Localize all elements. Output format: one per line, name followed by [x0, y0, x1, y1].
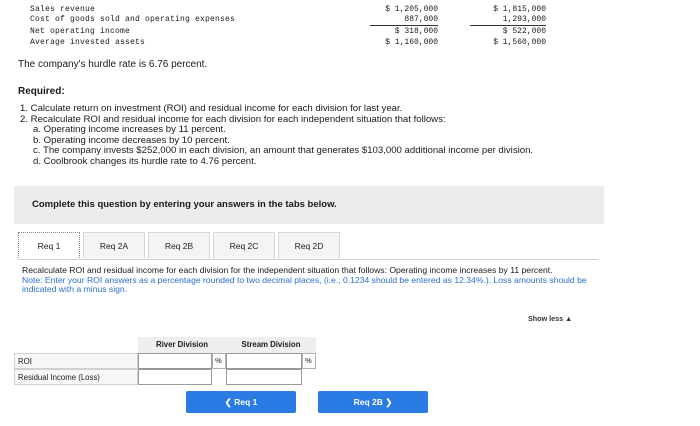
hurdle-rate-text: The company's hurdle rate is 6.76 percent.: [18, 59, 208, 70]
stream-value: $ 522,000: [502, 27, 546, 36]
next-req-button[interactable]: Req 2B ❯: [318, 391, 428, 413]
required-heading: Required:: [18, 86, 65, 97]
tab-req-2d[interactable]: Req 2D: [278, 232, 340, 258]
instruction-main: Recalculate ROI and residual income for each division for the independent situation that follows: Operating income increases by 11 percent.: [22, 265, 553, 275]
tab-divider: [18, 259, 598, 260]
stream-division-header: Stream Division: [226, 337, 316, 353]
stream-roi-input[interactable]: [226, 353, 302, 369]
table-row: [0, 26, 700, 37]
roi-row-label: ROI: [14, 353, 138, 369]
tab-req-2a[interactable]: Req 2A: [83, 232, 145, 258]
row-label: Average invested assets: [30, 38, 146, 47]
river-roi-input[interactable]: [138, 353, 212, 369]
question-1: 1. Calculate return on investment (ROI) and residual income for each division for last year.: [20, 103, 403, 114]
requirement-instruction: [22, 266, 590, 295]
river-value: $ 318,000: [394, 27, 438, 36]
residual-income-row-label: Residual Income (Loss): [14, 369, 138, 385]
financial-data-table: [0, 0, 700, 52]
river-division-header: River Division: [138, 337, 226, 353]
prev-req-button[interactable]: ❮ Req 1: [186, 391, 296, 413]
tab-req-2c[interactable]: Req 2C: [213, 232, 275, 258]
river-residual-income-input[interactable]: [138, 369, 212, 385]
stream-residual-income-input[interactable]: [226, 369, 302, 385]
panel-text: Complete this question by entering your answers in the tabs below.: [32, 199, 337, 210]
river-value: $ 1,160,000: [385, 38, 438, 47]
stream-value: 1,293,000: [502, 15, 546, 24]
instruction-note: Note: Enter your ROI answers as a percentage rounded to two decimal places, (i.e., 0.1234 should be entered as 12.34%.). Loss amounts should be indicated with a minus sign.: [22, 274, 587, 295]
row-label: Sales revenue: [30, 5, 96, 14]
show-less-link[interactable]: Show less ▲: [528, 314, 573, 323]
percent-sign: %: [212, 353, 226, 369]
question-list: [20, 104, 533, 168]
percent-sign: %: [302, 353, 316, 369]
stream-value: $ 1,560,000: [493, 38, 546, 47]
question-2c: c. The company invests $252,000 in each division, an amount that generates $103,000 additional income per division.: [33, 145, 534, 157]
table-row: [0, 37, 700, 48]
question-2a: a. Operating income increases by 11 percent.: [33, 124, 226, 136]
question-2b: b. Operating income decreases by 10 percent.: [33, 134, 230, 146]
row-label: Net operating income: [30, 27, 131, 36]
tab-req-2b[interactable]: Req 2B: [148, 232, 210, 258]
row-label: Cost of goods sold and operating expenses: [30, 15, 236, 24]
question-2: 2. Recalculate ROI and residual income for each division for each independent situation that follows:: [20, 113, 446, 125]
river-value: $ 1,205,000: [385, 5, 438, 14]
stream-value: $ 1,815,000: [493, 5, 546, 14]
river-value: 887,000: [404, 15, 438, 24]
table-row: [0, 14, 700, 25]
instruction-panel: [14, 186, 604, 224]
question-2d: d. Coolbrook changes its hurdle rate to 4.76 percent.: [33, 155, 257, 167]
tab-req-1[interactable]: Req 1: [18, 232, 80, 258]
